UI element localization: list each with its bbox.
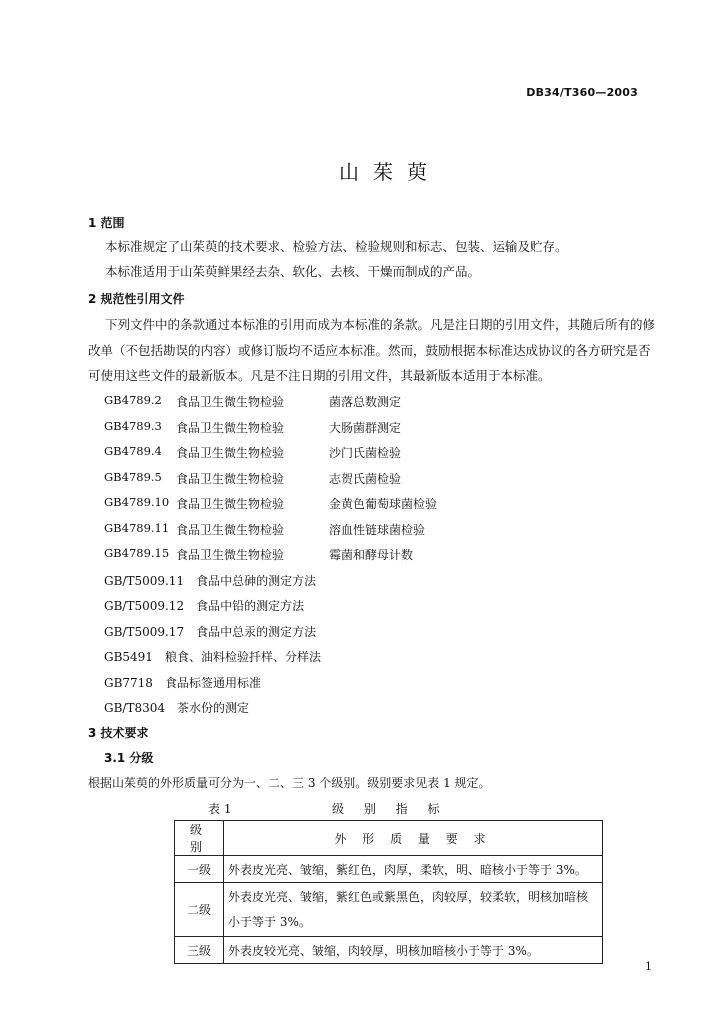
reference-category: 食品卫生微生物检验 [176,420,285,435]
reference-code: GB4789.10 [104,495,170,509]
reference-item: GB7718 食品标签通用标准 [104,675,261,690]
section-3-heading: 3 技术要求 [88,726,149,740]
reference-title: 志贺氏菌检验 [329,471,402,486]
spec-cell: 外表皮光亮、皱缩，紫红色，肉厚，柔软，明、暗核小于等于 3%。 [224,856,603,883]
reference-code: GB4789.3 [104,418,162,433]
section-3-1-heading: 3.1 分级 [104,751,154,765]
reference-item: GB/T5009.17 食品中总汞的测定方法 [104,624,317,639]
column-header-spec: 外 形 质 量 要 求 [224,821,603,856]
reference-title: 沙门氏菌检验 [329,446,402,460]
reference-code: GB4789.15 [104,546,170,560]
section-1-heading: 1 范围 [88,216,125,230]
reference-category: 食品卫生微生物检验 [176,446,285,460]
reference-category: 食品卫生微生物检验 [176,497,285,511]
table-row [175,937,603,964]
grade-table [174,820,603,964]
section-2-heading: 2 规范性引用文件 [88,292,185,306]
reference-code: GB4789.5 [104,469,162,484]
reference-title: 大肠菌群测定 [329,420,402,435]
reference-title: 金黄色葡萄球菌检验 [329,497,438,511]
reference-item: GB5491 粮食、油料检验扦样、分样法 [104,650,321,664]
reference-item: GB/T5009.11 食品中总砷的测定方法 [104,573,317,588]
table-row [175,883,603,937]
reference-code: GB4789.4 [104,444,162,458]
document-code: DB34/T360—2003 [526,86,638,99]
reference-category: 食品卫生微生物检验 [176,471,285,486]
reference-item: GB/T5009.12 食品中铅的测定方法 [104,599,305,613]
reference-title: 菌落总数测定 [329,395,402,409]
reference-code: GB4789.11 [104,520,170,535]
spec-cell: 外表皮较光亮、皱缩，肉较厚，明核加暗核小于等于 3%。 [224,937,603,964]
section-1-paragraph-2: 本标准适用于山茱萸鲜果经去杂、软化、去核、干燥而制成的产品。 [105,264,481,279]
section-1-paragraph-1: 本标准规定了山茱萸的技术要求、检验方法、检验规则和标志、包装、运输及贮存。 [105,239,568,254]
grade-cell: 一级 [175,856,224,883]
reference-category: 食品卫生微生物检验 [176,522,285,537]
table-header-row [175,821,603,856]
table-title: 级 别 指 标 [332,802,448,816]
column-header-grade: 级 别 [175,821,224,856]
document-title: 山茱萸 [339,160,441,184]
reference-category: 食品卫生微生物检验 [176,548,285,562]
page-number: 1 [645,960,652,973]
section-2-paragraph: 下列文件中的条款通过本标准的引用而成为本标准的条款。凡是注日期的引用文件，其随后所有的修改单（不包括勘误的内容）或修订版均不适应本标准。然而，鼓励根据本标准达成协议的各方研究是否可使用这些文件的最新版本。凡是不注日期的引用文件，其最新版本适用于本标准。 [88,317,656,383]
reference-title: 霉菌和酵母计数 [329,548,414,562]
spec-cell: 外表皮光亮、皱缩，紫红色或紫黑色，肉较厚，较柔软，明核加暗核小于等于 3%。 [224,883,603,937]
table-row [175,856,603,883]
table-label: 表 1 [208,802,232,816]
grade-cell: 三级 [175,937,224,964]
section-3-paragraph: 根据山茱萸的外形质量可分为一、二、三 3 个级别。级别要求见表 1 规定。 [88,776,491,790]
reference-title: 溶血性链球菌检验 [329,522,426,537]
reference-item: GB/T8304 茶水份的测定 [104,701,249,715]
reference-category: 食品卫生微生物检验 [176,395,285,409]
reference-code: GB4789.2 [104,393,162,407]
grade-cell: 二级 [175,883,224,937]
